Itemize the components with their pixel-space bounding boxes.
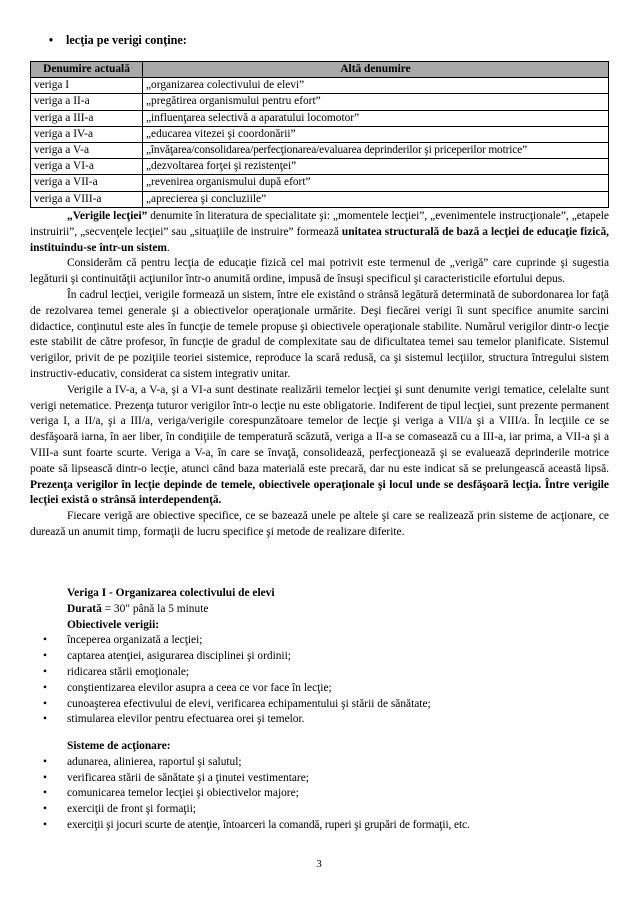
cell-current: veriga a VII-a <box>31 175 143 191</box>
header-other-name: Altă denumire <box>143 62 609 78</box>
paragraph-text: denumite în literatura de specialitate şi: „momentele lecţiei”, „evenimentele instrucţionale”, „etapele instruirii”, „secvenţele lecţiei” sau „situaţiile de instruire” formează <box>30 210 609 238</box>
bullet-icon: • <box>43 755 47 768</box>
list-item <box>30 755 609 771</box>
list-item-text: cunoaşterea efectivului de elevi, verificarea echipamentului şi stării de sănătate; <box>67 697 431 710</box>
list-item-text: începerea organizată a lecţiei; <box>67 634 203 647</box>
table-row <box>31 175 609 191</box>
bullet-icon: • <box>43 650 47 663</box>
list-item-text: comunicarea temelor lecţiei şi obiectivelor majore; <box>67 787 299 800</box>
cell-other: „învăţarea/consolidarea/perfecţionarea/evaluarea deprinderilor şi priceperilor motrice” <box>143 143 609 159</box>
list-item-text: exerciţii de front şi formaţii; <box>67 803 197 816</box>
cell-other: „dezvoltarea forţei şi rezistenţei” <box>143 159 609 175</box>
list-item <box>30 649 609 665</box>
cell-other: „educarea vitezei şi coordonării” <box>143 126 609 142</box>
list-item <box>30 665 609 681</box>
bullet-icon: • <box>43 803 47 816</box>
veriga1-duration <box>30 602 609 618</box>
list-item <box>30 633 609 649</box>
cell-other: „influenţarea selectivă a aparatului locomotor” <box>143 110 609 126</box>
header-current-name: Denumire actuală <box>31 62 143 78</box>
emphasis-unitatea: unitatea structurală de bază a lecţiei de educaţie fizică, instituindu-se într-un sistem <box>30 225 609 254</box>
paragraph-text: . <box>166 241 170 254</box>
term-verigile: „Verigile lecţiei” <box>67 210 148 222</box>
bullet-icon: • <box>43 665 47 678</box>
table-row <box>31 191 609 207</box>
objectives-title: Obiectivele verigii: <box>67 618 160 631</box>
paragraph-verigile <box>30 209 609 256</box>
cell-current: veriga a VI-a <box>31 159 143 175</box>
paragraph-tematice <box>30 383 609 509</box>
emphasis-prezenta: Prezenţa verigilor în lecţie depinde de temele, obiectivele operaţionale şi locul unde se desfăşoară lecţia. Între verigile lecţiei există o strânsă interdependenţă. <box>30 478 609 507</box>
intro-bullet-text: lecţia pe verigi conţine: <box>66 33 187 47</box>
duration-label: Durată <box>67 602 102 615</box>
list-item <box>30 697 609 713</box>
veriga1-section <box>30 586 609 728</box>
intro-bullet <box>44 33 187 48</box>
bullet-icon: • <box>43 818 47 831</box>
list-item <box>30 712 609 728</box>
list-item-text: captarea atenţiei, asigurarea disciplinei şi ordinii; <box>67 650 291 663</box>
bullet-icon: • <box>43 713 47 726</box>
cell-other: „organizarea colectivului de elevi” <box>143 78 609 94</box>
list-item-text: ridicarea stării emoţionale; <box>67 665 190 678</box>
list-item <box>30 681 609 697</box>
list-item-text: exerciţii şi jocuri scurte de atenţie, întoarceri la comandă, ruperi şi grupări de formaţii, etc. <box>67 818 470 831</box>
cell-current: veriga I <box>31 78 143 94</box>
bullet-icon: • <box>43 634 47 647</box>
table-row <box>31 159 609 175</box>
list-item <box>30 786 609 802</box>
table-row <box>31 126 609 142</box>
cell-other: „aprecierea şi concluziile” <box>143 191 609 207</box>
cell-current: veriga a VIII-a <box>31 191 143 207</box>
table-row <box>31 78 609 94</box>
table-row <box>31 143 609 159</box>
list-item-text: stimularea elevilor pentru efectuarea orei şi temelor. <box>67 713 305 726</box>
table-row <box>31 94 609 110</box>
list-item <box>30 818 609 834</box>
body-text <box>30 209 609 541</box>
bullet-icon: • <box>43 787 47 800</box>
cell-other: „revenirea organismului după efort” <box>143 175 609 191</box>
list-item-text: adunarea, alinierea, raportul şi salutul; <box>67 755 242 768</box>
list-item <box>30 771 609 787</box>
paragraph-obiective: Fiecare verigă are obiective specifice, ce se bazează unele pe altele şi care se realizează prin sisteme de acţionare, ce durează un anumit timp, formaţii de lucru specifice şi metode de realizare diferite. <box>30 510 609 538</box>
paragraph-text: Verigile a IV-a, a V-a, şi a VI-a sunt destinate realizării temelor lecţiei şi sunt denumite verigi tematice, celelalte sunt verigi netematice. Prezenţa tuturor verigilor într-o lecţie nu este obligatorie. Indiferent de tipul lecţiei, sunt prezente permanent veriga I, a II/a, şi a III/a, veriga/verigile corespunzătoare temelor de lecţie şi veriga a VII/a şi a VIII/a. În lecţiile ce se desfăşoară iarna, în aer liber, în condiţiile de temperatură scăzută, veriga a II-a se comasează cu a III-a, iar prima, a VII-a şi a VIII-a sunt foarte scurte. Veriga a V-a, în care se învaţă, consolidează, perfecţionează şi se evaluează deprinderile motrice poate să lipsească dintr-o lecţie, atunci când baza materială este precară, dar nu este indicat să se prelungească această lipsă. <box>30 383 609 475</box>
bullet-icon: • <box>48 33 54 47</box>
list-item-text: conştientizarea elevilor asupra a ceea ce vor face în lecţie; <box>67 681 332 694</box>
list-item-text: verificarea stării de sănătate şi a ţinutei vestimentare; <box>67 771 309 784</box>
cell-current: veriga a II-a <box>31 94 143 110</box>
bullet-icon: • <box>43 681 47 694</box>
paragraph-consideram: Considerăm că pentru lecţia de educaţie fizică cel mai potrivit este termenul de „verigă” care cuprinde şi sugestia legăturii şi continuităţii acţiunilor într-o anumită ordine, impusă de însuşi specificul şi caracteristicile efortului depus. <box>30 257 609 286</box>
paragraph-sistem: În cadrul lecţiei, verigile formează un sistem, între ele existând o strânsă legătură determinată de subordonarea lor faţă de rezolvarea temei generale şi a obiectivelor operaţionale urmărite. Deşi fiecărei verigi îi sunt specifice anumite sarcini didactice, conţinutul este ales în funcţie de temele propuse şi obiectivele operaţionale stabilite. Numărul verigilor dintr-o lecţie este stabilit de către profesor, în funcţie de gradul de complexitate sau de dificultatea temei sau temelor planificate. Sistemul verigilor, privit de pe poziţiile teoriei sistemice, reproduce la scară redusă, ca şi sistemul lecţiilor, structura întregului sistem instructiv-educativ, considerat ca sistem integrativ unitar. <box>30 288 609 380</box>
cell-other: „pregătirea organismului pentru efort” <box>143 94 609 110</box>
bullet-icon: • <box>43 697 47 710</box>
cell-current: veriga a IV-a <box>31 126 143 142</box>
veriga1-title: Veriga I - Organizarea colectivului de elevi <box>67 587 275 599</box>
systems-section <box>30 739 609 834</box>
duration-value: = 30" până la 5 minute <box>101 602 209 615</box>
cell-current: veriga a V-a <box>31 143 143 159</box>
list-item <box>30 802 609 818</box>
page-number: 3 <box>316 858 322 870</box>
systems-title: Sisteme de acţionare: <box>67 740 171 752</box>
cell-current: veriga a III-a <box>31 110 143 126</box>
bullet-icon: • <box>43 771 47 784</box>
table-row <box>31 110 609 126</box>
verigi-table <box>30 61 609 208</box>
table-header-row <box>31 62 609 78</box>
